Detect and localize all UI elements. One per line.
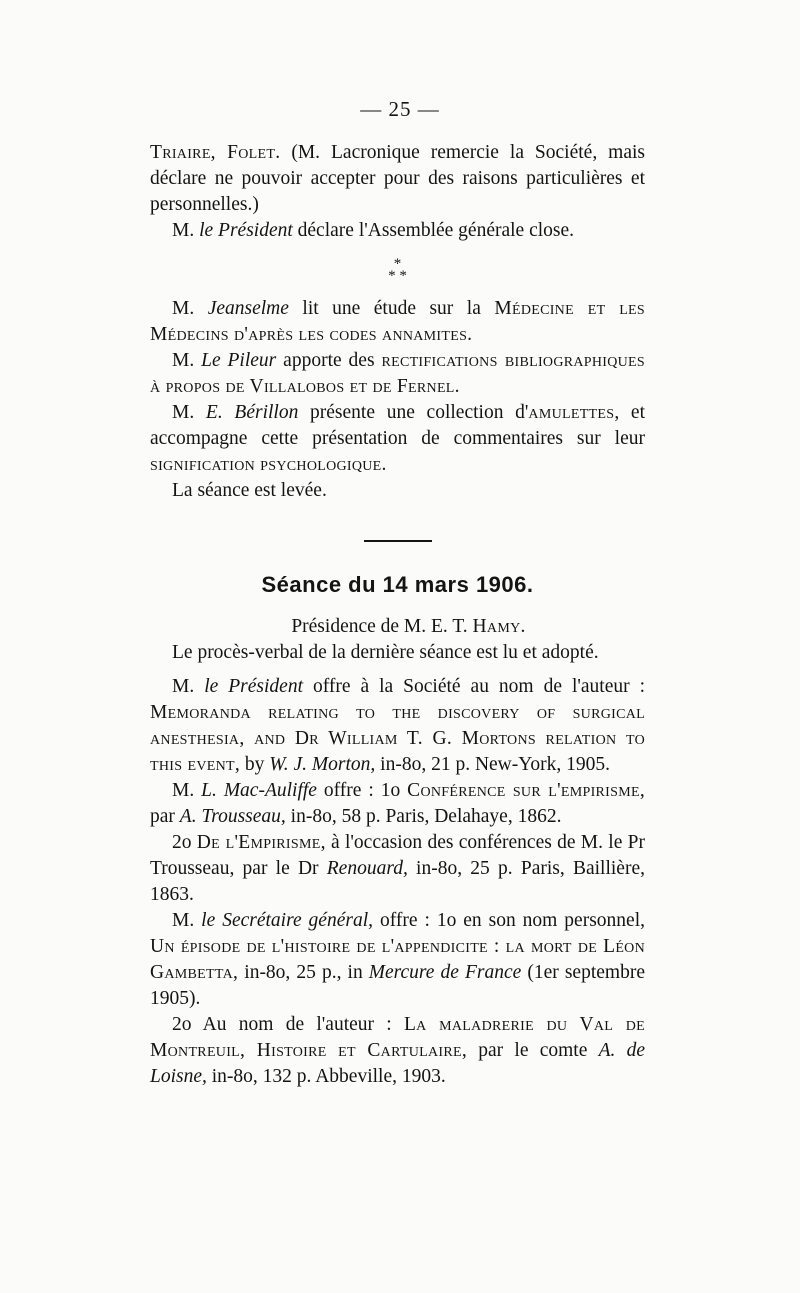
title-smallcaps: Memoranda relating to the discovery of surgical anesthesia, and Dr William T. G. Mortons relation to this event, <box>150 702 645 775</box>
presidence-line <box>150 614 645 640</box>
asterism-bottom: * * <box>388 268 407 284</box>
title-smallcaps: Médecine et les Médecins d'après les codes annamites. <box>150 298 645 345</box>
text-run: (1er septembre 1905). <box>150 962 645 1009</box>
text-run: Présidence de M. E. T. <box>291 616 473 637</box>
text-run: M. <box>172 220 200 241</box>
paragraph <box>150 1012 645 1090</box>
text-run: M. <box>172 298 208 319</box>
session-heading: Séance du 14 mars 1906. <box>261 572 534 597</box>
text-run: in-8o, 25 p. Paris, Baillière, 1863. <box>150 858 645 905</box>
italic-name: A. Trousseau, <box>179 806 286 827</box>
text-run: offre : 1o en son nom personnel, <box>373 910 645 931</box>
text-run: 2o Au nom de l'auteur : <box>172 1014 404 1035</box>
paragraph <box>150 348 645 400</box>
text-run: in-8o, 21 p. New-York, 1905. <box>375 754 611 775</box>
text-run: M. <box>172 402 206 423</box>
text-run: déclare l'Assemblée générale close. <box>292 220 575 241</box>
italic-name: W. J. Morton, <box>269 754 376 775</box>
paragraph: Le procès-verbal de la dernière séance est lu et adopté. <box>172 642 599 663</box>
text-run: by <box>240 754 270 775</box>
title-smallcaps: De l'Empirisme, <box>196 832 326 853</box>
italic-name: le Secrétaire général, <box>201 910 374 931</box>
text-run: par le comte <box>467 1040 599 1061</box>
text-run: lit une étude sur la <box>288 298 495 319</box>
asterism-separator <box>150 258 645 282</box>
italic-name: A. de Loisne, <box>150 1040 645 1087</box>
text-run: in-8o, 132 p. Abbeville, 1903. <box>206 1066 446 1087</box>
italic-name: le Président <box>204 676 303 697</box>
text-run: par <box>150 806 180 827</box>
text-run: , et accompagne cette présentation de commentaires sur leur <box>150 402 645 449</box>
text-run: offre : 1o <box>316 780 408 801</box>
text-run: M. <box>172 350 202 371</box>
spacer <box>150 666 645 674</box>
italic-name: Renouard, <box>326 858 408 879</box>
text-run: in-8o, 25 p., in <box>238 962 369 983</box>
paragraph: La séance est levée. <box>172 480 327 501</box>
text-run: (M. Lacronique remercie la Société, mais déclare ne pouvoir accepter pour des raisons particulières et personnelles.) <box>150 142 645 215</box>
text-run: à l'occasion des conférences de M. le Pr Trousseau, par le Dr <box>150 832 646 879</box>
text-run: offre à la Société au nom de l'auteur : <box>303 676 646 697</box>
text-run: M. <box>172 676 205 697</box>
president-name: Hamy. <box>472 616 526 637</box>
italic-name: Jeanselme <box>207 298 289 319</box>
paragraph <box>150 218 645 244</box>
page-number: — 25 — <box>360 97 440 121</box>
italic-name: le Président <box>199 220 293 241</box>
page-body <box>150 140 645 1090</box>
title-smallcaps: La maladrerie du Val de Montreuil, Histoire et Cartulaire, <box>150 1014 645 1061</box>
italic-name: Mercure de France <box>368 962 522 983</box>
title-smallcaps: Un épisode de l'histoire de l'appendicite : la mort de Léon Gambetta, <box>150 936 645 983</box>
italic-name: Le Pileur <box>201 350 277 371</box>
paragraph <box>150 830 645 908</box>
italic-name: L. Mac-Auliffe <box>201 780 317 801</box>
paragraph <box>150 778 645 830</box>
names-smallcaps: Triaire, Folet. <box>150 142 281 163</box>
section-divider <box>364 540 432 542</box>
text-run: M. <box>172 910 202 931</box>
title-smallcaps: amulettes <box>528 402 615 423</box>
paragraph <box>150 140 645 218</box>
text-run: apporte des <box>276 350 382 371</box>
italic-name: E. Bérillon <box>205 402 299 423</box>
title-smallcaps: Conférence sur l'empirisme, <box>407 780 645 801</box>
text-run: in-8o, 58 p. Paris, Delahaye, 1862. <box>285 806 562 827</box>
paragraph <box>150 908 645 1012</box>
title-smallcaps: rectifications bibliographiques à propos de Villalobos et de Fernel. <box>150 350 645 397</box>
paragraph <box>150 400 645 478</box>
text-run: présente une collection d' <box>298 402 529 423</box>
title-smallcaps: signification psychologique. <box>150 454 387 475</box>
text-run: 2o <box>172 832 197 853</box>
text-run: M. <box>172 780 202 801</box>
asterism-top: * <box>393 256 402 272</box>
paragraph <box>150 296 645 348</box>
paragraph <box>150 674 645 778</box>
